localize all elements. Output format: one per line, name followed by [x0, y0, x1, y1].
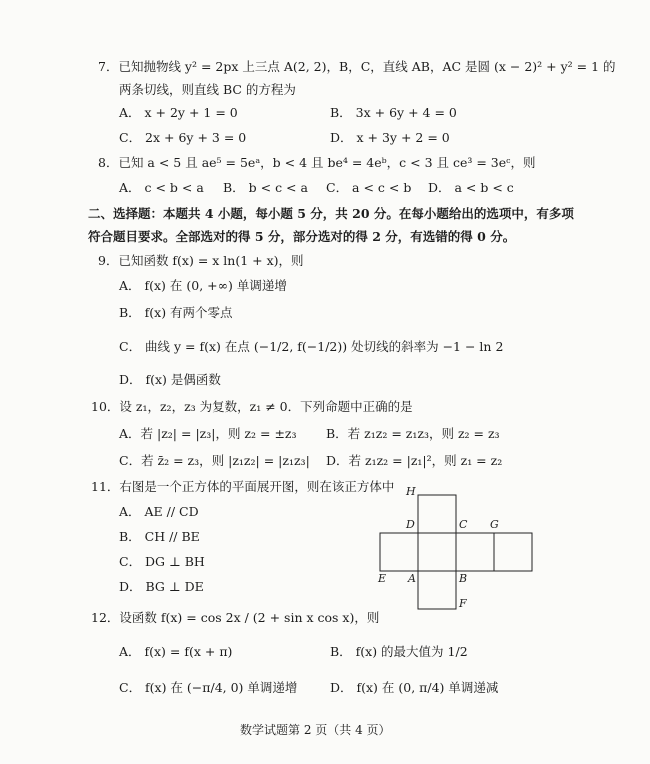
- vertex-label-g: G: [490, 518, 499, 531]
- q7-stem: 7．已知抛物线 y² = 2px 上三点 A(2, 2)，B，C，直线 AB，AC 是圆 (x − 2)² + y² = 1 的: [98, 59, 616, 74]
- net-face-right: [456, 533, 494, 571]
- q12-stem: 12．设函数 f(x) = cos 2x / (2 + sin x cos x)，则: [91, 610, 380, 625]
- net-face-left: [380, 533, 418, 571]
- q8-option-a: A． c < b < a: [119, 180, 204, 195]
- q12-option-a: A． f(x) = f(x + π): [119, 644, 233, 659]
- net-face-far-right: [494, 533, 532, 571]
- net-face-center: [418, 533, 456, 571]
- q10-option-c: C．若 z̄₂ = z₃，则 |z₁z₂| = |z₁z₃|: [119, 453, 310, 468]
- vertex-label-a: A: [408, 572, 416, 585]
- q7-option-c: C． 2x + 6y + 3 = 0: [119, 130, 247, 145]
- section2-instructions: 符合题目要求。全部选对的得 5 分，部分选对的得 2 分，有选错的得 0 分。: [88, 229, 516, 244]
- q9-option-d: D． f(x) 是偶函数: [119, 372, 221, 387]
- vertex-label-d: D: [406, 518, 415, 531]
- q10-option-a: A．若 |z₂| = |z₃|，则 z₂ = ±z₃: [119, 426, 297, 441]
- vertex-label-c: C: [459, 518, 468, 531]
- net-face-top: [418, 495, 456, 533]
- q11-option-b: B． CH // BE: [119, 529, 200, 544]
- vertex-label-h: H: [406, 485, 416, 498]
- q7-stem-continued: 两条切线，则直线 BC 的方程为: [119, 82, 296, 97]
- q7-option-a: A． x + 2y + 1 = 0: [119, 105, 238, 120]
- q10-option-b: B．若 z₁z₂ = z₁z₃，则 z₂ = z₃: [326, 426, 500, 441]
- q9-stem: 9．已知函数 f(x) = x ln(1 + x)，则: [98, 253, 304, 268]
- q8-option-b: B． b < c < a: [223, 180, 308, 195]
- q12-option-d: D． f(x) 在 (0, π/4) 单调递减: [330, 680, 499, 695]
- q7-option-b: B． 3x + 6y + 4 = 0: [330, 105, 457, 120]
- q11-option-a: A． AE // CD: [119, 504, 199, 519]
- q9-option-a: A． f(x) 在 (0, +∞) 单调递增: [119, 278, 287, 293]
- vertex-label-e: E: [378, 572, 387, 585]
- q8-option-d: D． a < b < c: [428, 180, 514, 195]
- q12-option-c: C． f(x) 在 (−π/4, 0) 单调递增: [119, 680, 298, 695]
- q10-option-d: D．若 z₁z₂ = |z₁|²，则 z₁ = z₂: [326, 453, 503, 468]
- net-face-bottom: [418, 571, 456, 609]
- q11-stem: 11．右图是一个正方体的平面展开图，则在该正方体中: [91, 479, 395, 494]
- section2-heading: 二、选择题：本题共 4 小题，每小题 5 分，共 20 分。在每小题给出的选项中，有多项: [88, 206, 574, 221]
- q8-stem: 8．已知 a < 5 且 ae⁵ = 5eᵃ，b < 4 且 be⁴ = 4eᵇ，c < 3 且 ce³ = 3eᶜ，则: [98, 155, 536, 170]
- q7-option-d: D． x + 3y + 2 = 0: [330, 130, 450, 145]
- q10-stem: 10．设 z₁，z₂，z₃ 为复数，z₁ ≠ 0．下列命题中正确的是: [91, 399, 413, 414]
- page-footer: 数学试题第 2 页（共 4 页）: [240, 723, 391, 737]
- q11-option-c: C． DG ⊥ BH: [119, 554, 205, 569]
- q9-option-b: B． f(x) 有两个零点: [119, 305, 233, 320]
- q11-option-d: D． BG ⊥ DE: [119, 579, 204, 594]
- vertex-label-b: B: [459, 572, 468, 585]
- q12-option-b: B． f(x) 的最大值为 1/2: [330, 644, 468, 659]
- vertex-label-f: F: [459, 597, 467, 610]
- q8-option-c: C． a < c < b: [326, 180, 412, 195]
- q9-option-c: C． 曲线 y = f(x) 在点 (−1/2, f(−1/2)) 处切线的斜率为 −1 − ln 2: [119, 339, 504, 354]
- cube-net-figure: [370, 480, 540, 615]
